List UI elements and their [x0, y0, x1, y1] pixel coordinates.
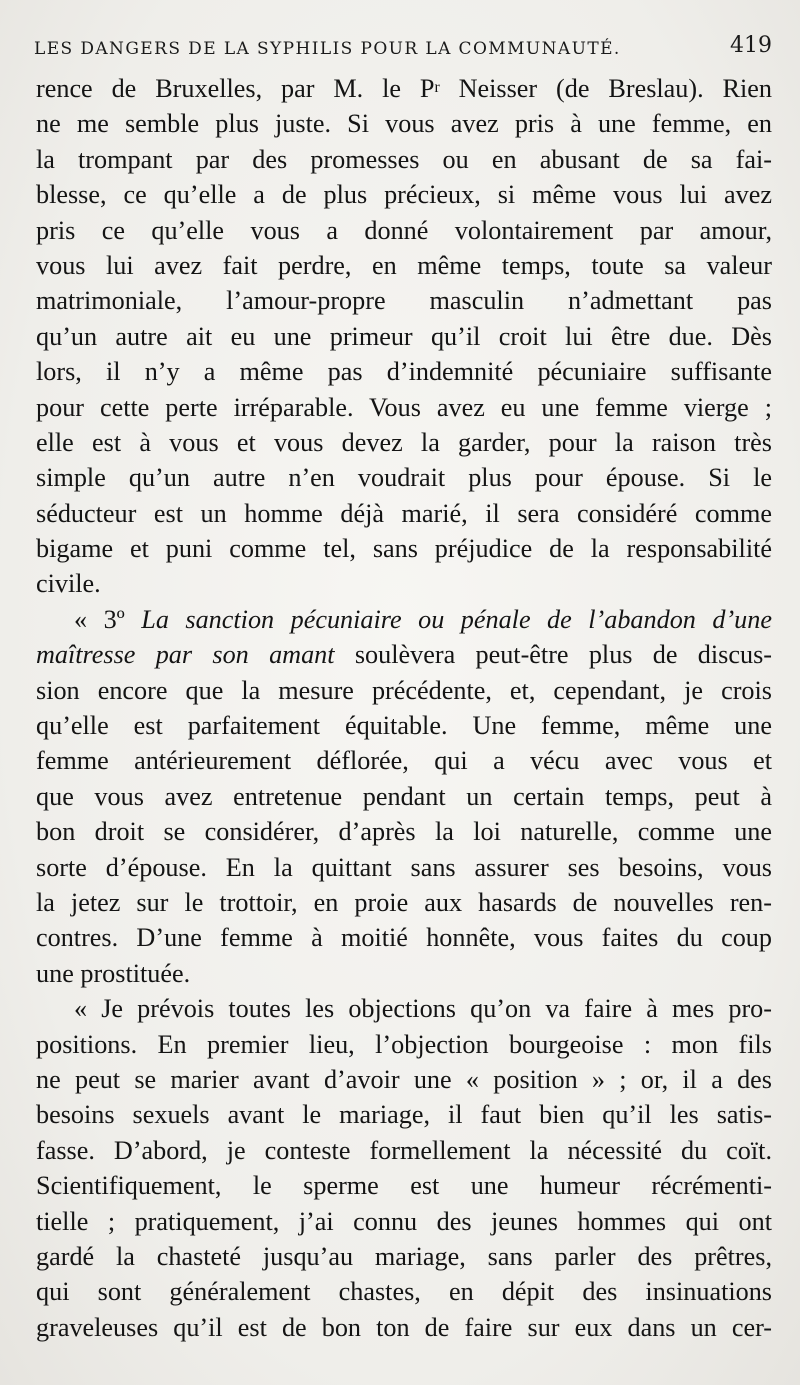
text-line: « Je prévois toutes les objections qu’on va faire à mes pro- — [74, 994, 772, 1024]
text-line: civile. — [36, 569, 101, 599]
text-line: bon droit se considérer, d’après la loi naturelle, comme une — [36, 817, 772, 847]
text-line: ne peut se marier avant d’avoir une « position » ; or, il a des — [36, 1064, 772, 1094]
text-line: qui sont généralement chastes, en dépit des insinuations — [36, 1277, 772, 1307]
italic-phrase: maîtresse par son amant — [36, 640, 335, 670]
text-line: tielle ; pratiquement, j’ai connu des jeunes hommes qui ont — [36, 1206, 772, 1236]
text-line: elle est à vous et vous devez la garder, pour la raison très — [36, 427, 772, 457]
superscript: r — [434, 78, 440, 96]
text-line: sorte d’épouse. En la quittant sans assurer ses besoins, vous — [36, 852, 772, 882]
text-line: simple qu’un autre n’en voudrait plus pour épouse. Si le — [36, 463, 772, 493]
text-line: graveleuses qu’il est de bon ton de faire sur eux dans un cer- — [36, 1312, 772, 1342]
text-line: la jetez sur le trottoir, en proie aux hasards de nouvelles ren- — [36, 887, 772, 917]
text-line: « 3º La sanction pécuniaire ou pénale de l’abandon d’une — [74, 604, 772, 634]
text-line: fasse. D’abord, je conteste formellement la nécessité du coït. — [36, 1135, 772, 1165]
text-line: Scientifiquement, le sperme est une humeur récrémenti- — [36, 1171, 772, 1201]
text-line: rence de Bruxelles, par M. le $P^r$ Neisser (de Breslau). Rien — [36, 74, 772, 103]
text-line: vous lui avez fait perdre, en même temps, toute sa valeur — [36, 250, 772, 280]
text-line: blesse, ce qu’elle a de plus précieux, si même vous lui avez — [36, 180, 772, 210]
text-line: que vous avez entretenue pendant un certain temps, peut à — [36, 781, 772, 811]
text-line: femme antérieurement déflorée, qui a vécu avec vous et — [36, 746, 772, 776]
text-line: une prostituée. — [36, 958, 191, 988]
running-title: LES DANGERS DE LA SYPHILIS POUR LA COMMUNAUTÉ. — [34, 39, 621, 59]
italic-phrase: La sanction pécuniaire ou pénale de l’abandon d’une — [141, 604, 772, 634]
text-line: matrimoniale, l’amour-propre masculin n’admettant pas — [36, 286, 772, 316]
page-header — [34, 34, 772, 64]
text-line: bigame et puni comme tel, sans préjudice de la responsabilité — [36, 534, 772, 564]
text-line: pour cette perte irréparable. Vous avez eu une femme vierge ; — [36, 392, 772, 422]
text-line: maîtresse par son amant soulèvera peut-être plus de discus- — [36, 640, 773, 670]
text-line: contres. D’une femme à moitié honnête, vous faites du coup — [36, 923, 772, 953]
text-line: sion encore que la mesure précédente, et, cependant, je crois — [36, 675, 772, 705]
text-line: lors, il n’y a même pas d’indemnité pécuniaire suffisante — [36, 357, 772, 387]
text-line: gardé la chasteté jusqu’au mariage, sans parler des prêtres, — [36, 1241, 772, 1271]
text-line: la trompant par des promesses ou en abusant de sa fai- — [36, 144, 772, 174]
text-line: ne me semble plus juste. Si vous avez pris à une femme, en — [36, 109, 772, 139]
text-line: séducteur est un homme déjà marié, il sera considéré comme — [36, 498, 772, 528]
body-text — [36, 71, 772, 1345]
text-line: qu’un autre ait eu une primeur qu’il croit lui être due. Dès — [36, 321, 772, 351]
text-line: pris ce qu’elle vous a donné volontairement par amour, — [36, 215, 772, 245]
page-number: 419 — [730, 33, 772, 58]
text-line: qu’elle est parfaitement équitable. Une femme, même une — [36, 711, 772, 741]
text-line: besoins sexuels avant le mariage, il faut bien qu’il les satis- — [36, 1100, 772, 1130]
text-line: positions. En premier lieu, l’objection bourgeoise : mon fils — [36, 1029, 772, 1059]
